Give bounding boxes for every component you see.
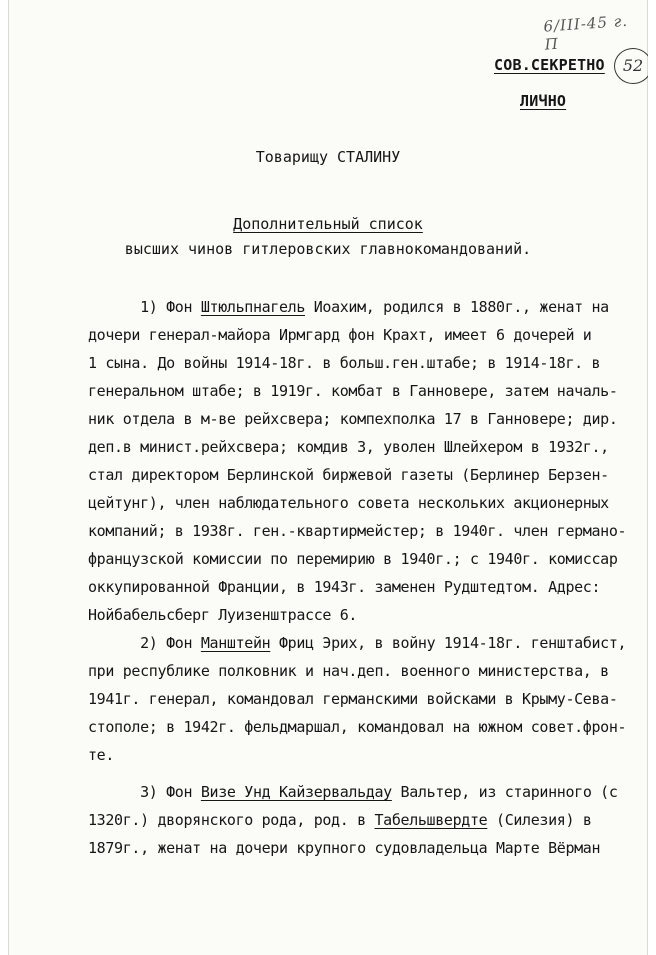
p3-lead: 3) Фон	[88, 783, 201, 801]
paragraph-1-line-1	[88, 298, 609, 316]
p3-line2-rest: (Силезия) в	[487, 811, 592, 829]
paragraph-3-line-1	[88, 783, 618, 801]
paragraph-1-line-11: оккупированной Франции, в 1943г. заменен Рудштедтом. Адрес:	[88, 578, 601, 596]
paragraph-1-line-5: ник отдела в м-ве рейхсвера; компехполка 17 в Ганновере; дир.	[88, 410, 618, 428]
page-number-seal: 52	[614, 48, 652, 84]
paragraph-1-line-9: компаний; в 1938г. ген.-квартирмейстер; в 1940г. член германо-	[88, 522, 627, 540]
paragraph-3-line-3: 1879г., женат на дочери крупного судовладельца Марте Вёрман	[88, 839, 601, 857]
p2-lead: 2) Фон	[88, 634, 201, 652]
p3-surname: Визе Унд Кайзервальдау	[200, 783, 392, 801]
paragraph-1-line-6: деп.в минист.рейхсвера; комдив 3, уволен Шлейхером в 1932г.,	[88, 438, 609, 456]
p1-surname: Штюльпнагель	[200, 298, 306, 316]
paragraph-2-line-4: стополе; в 1942г. фельдмаршал, командовал на южном совет.фрон-	[88, 718, 627, 736]
paragraph-1-line-4: генеральном штабе; в 1919г. комбат в Ганновере, затем началь-	[88, 382, 618, 400]
paragraph-1-line-3: 1 сына. До войны 1914-18г. в больш.ген.штабе; в 1914-18г. в	[88, 354, 601, 372]
paragraph-2-line-2: при республике полковник и нач.деп. военного министерства, в	[88, 662, 609, 680]
p3-rest: Вальтер, из старинного (с	[391, 783, 618, 801]
paragraph-1-line-10: французской комиссии по перемирию в 1940г.; с 1940г. комиссар	[88, 550, 618, 568]
p3-birthplace: Табельшвердте	[374, 811, 488, 829]
p2-surname: Манштейн	[200, 634, 271, 652]
paragraph-3-line-2	[88, 811, 592, 829]
p1-lead: 1) Фон	[88, 298, 201, 316]
paragraph-1-line-2: дочери генерал-майора Ирмгард фон Крахт, имеет 6 дочерей и	[88, 326, 592, 344]
p2-rest: Фриц Эрих, в войну 1914-18г. генштабист,	[270, 634, 627, 652]
paragraph-1-line-8: цейтунг), член наблюдательного совета нескольких акционерных	[88, 494, 609, 512]
addressee-line: Товарищу СТАЛИНУ	[255, 148, 401, 166]
paragraph-2-line-3: 1941г. генерал, командовал германскими войсками в Крыму-Сева-	[88, 690, 618, 708]
p1-rest: Иоахим, родился в 1880г., женат на	[305, 298, 609, 316]
secrecy-stamp: СОВ.СЕКРЕТНО	[494, 56, 605, 74]
paragraph-2-line-5: те.	[88, 746, 115, 764]
paragraph-2-line-1	[88, 634, 626, 652]
personal-stamp: ЛИЧНО	[520, 92, 567, 110]
p3-line2-lead: 1320г.) дворянского рода, род. в	[88, 811, 375, 829]
list-title-text: Дополнительный список	[233, 215, 423, 233]
paragraph-1-line-7: стал директором Берлинской биржевой газеты (Берлинер Берзен-	[88, 466, 609, 484]
paragraph-1-line-12: Нойбабельсберг Луизенштрассе 6.	[88, 606, 358, 624]
list-subtitle: высших чинов гитлеровских главнокомандований.	[124, 240, 532, 258]
list-title	[8, 215, 648, 233]
handwritten-date-note: 6/III-45 г. П	[542, 11, 629, 54]
